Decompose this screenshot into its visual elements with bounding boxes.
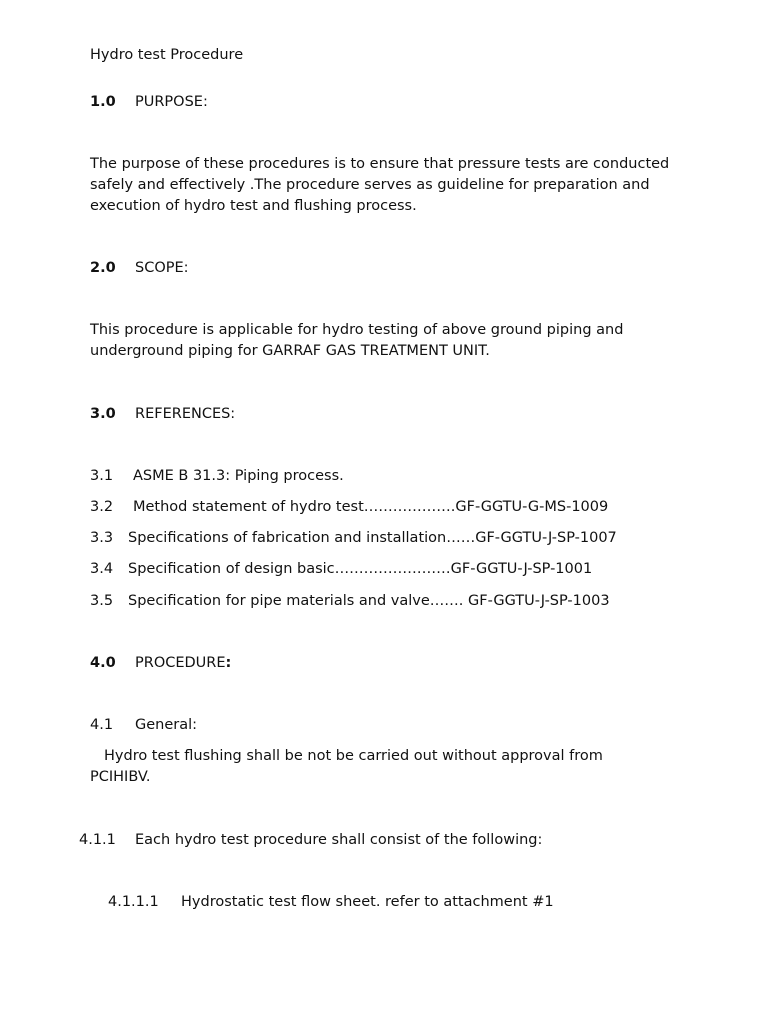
reference-item — [90, 528, 617, 548]
reference-number: 3.5 — [90, 593, 114, 609]
section-title: PROCEDURE — [135, 655, 226, 671]
reference-text: Specifications of fabrication and installation……GF-GGTU-J-SP-1007 — [128, 530, 617, 546]
section-title: PURPOSE: — [135, 94, 208, 110]
subsection-general-heading — [90, 715, 197, 735]
subsection-number: 4.1 — [90, 717, 114, 733]
document-title: Hydro test Procedure — [90, 47, 244, 63]
subsection-text: Hydrostatic test flow sheet. refer to attachment #1 — [181, 894, 554, 910]
reference-text: ASME B 31.3: Piping process. — [133, 468, 344, 484]
reference-item — [90, 466, 344, 486]
section-scope-heading — [90, 258, 189, 278]
section-number: 4.0 — [90, 655, 116, 671]
reference-text: Specification for pipe materials and valve……. GF-GGTU-J-SP-1003 — [128, 593, 610, 609]
subsection-title: General: — [135, 717, 198, 733]
subsection-text: Each hydro test procedure shall consist of the following: — [135, 832, 543, 848]
purpose-paragraph: The purpose of these procedures is to ensure that pressure tests are conducted safely and effectively .The procedure serves as guideline for preparation and execution of hydro test and flushing process. — [90, 156, 670, 214]
reference-text: Method statement of hydro test……………….GF-GGTU-G-MS-1009 — [133, 499, 609, 515]
general-paragraph: Hydro test flushing shall be not be carried out without approval from PCIHIBV. — [90, 748, 603, 785]
reference-number: 3.2 — [90, 499, 114, 515]
section-references-heading — [90, 404, 235, 424]
section-title: REFERENCES: — [135, 406, 236, 422]
reference-item — [90, 497, 608, 517]
reference-item — [90, 559, 592, 579]
section-number: 2.0 — [90, 260, 116, 276]
reference-number: 3.4 — [90, 561, 114, 577]
subsection-number: 4.1.1.1 — [108, 894, 159, 910]
section-purpose-heading — [90, 92, 208, 112]
section-title: SCOPE: — [135, 260, 189, 276]
scope-paragraph: This procedure is applicable for hydro testing of above ground piping and underground piping for GARRAF GAS TREATMENT UNIT. — [90, 322, 624, 359]
section-title-colon: : — [225, 655, 232, 671]
subsection-number: 4.1.1 — [79, 832, 116, 848]
reference-text: Specification of design basic……………………GF-GGTU-J-SP-1001 — [128, 561, 593, 577]
reference-number: 3.3 — [90, 530, 114, 546]
subsection-4-1-1-1 — [108, 892, 554, 912]
reference-item — [90, 591, 610, 611]
section-number: 1.0 — [90, 94, 116, 110]
reference-number: 3.1 — [90, 468, 114, 484]
section-procedure-heading — [90, 653, 231, 673]
section-number: 3.0 — [90, 406, 116, 422]
subsection-4-1-1 — [79, 830, 542, 850]
